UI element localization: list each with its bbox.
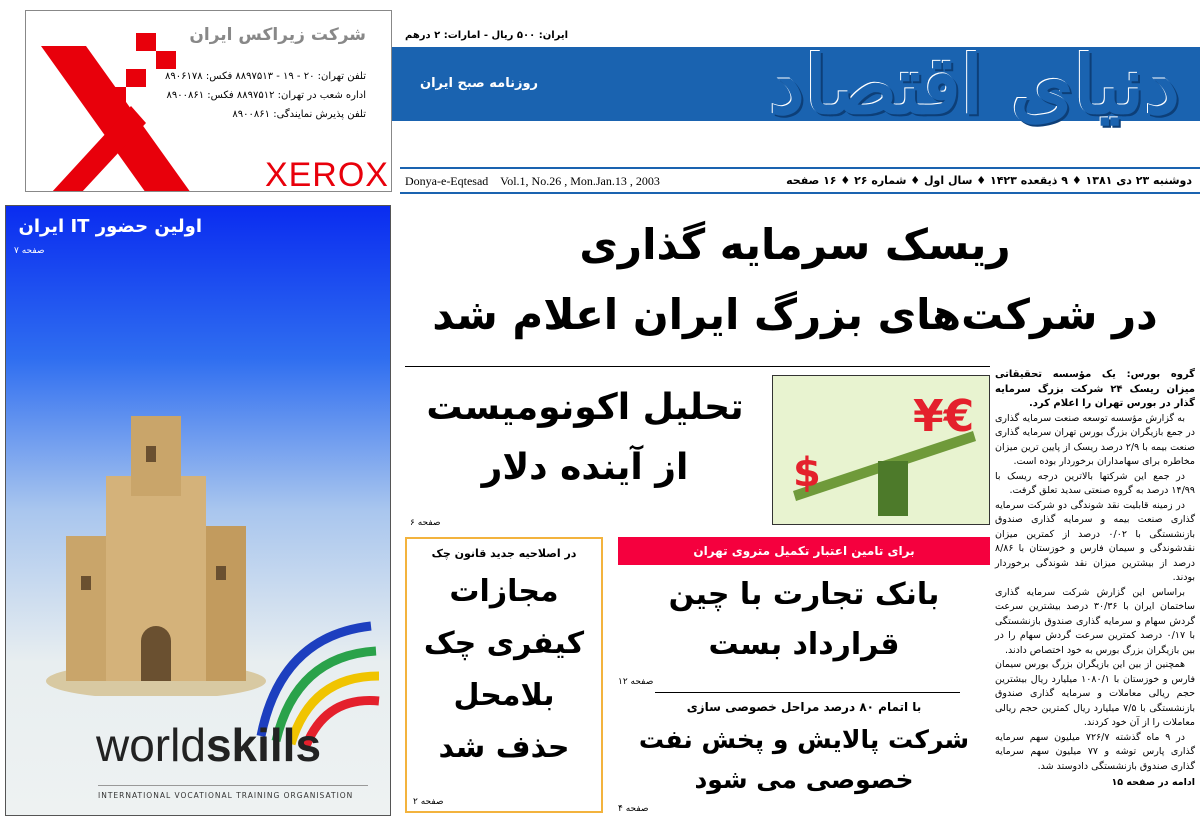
sand-castle-image [46, 416, 266, 696]
newspaper-tagline: روزنامه صبح ایران [420, 76, 539, 91]
main-headline[interactable] [400, 210, 1190, 350]
headline-line: ریسک سرمایه گذاری [579, 220, 1011, 269]
story-paragraph: در زمینه قابلیت نقد شوندگی دو شرکت سرمایه گذاری صنعت بیمه و سرمایه گذاری صندوق بازنشستگی با ۰/۰۲ درصد از کمترین میزان نقدشوندگی و سیمان فارس و خوزستان با ۸/۸۶ درصد از بیشترین میزان نقد شوندگی برخوردار بودند. [995, 499, 1195, 583]
xerox-brand: XEROX [264, 156, 389, 192]
headline-line: بانک تجارت با چین [668, 577, 940, 612]
headline-line: بلامحل [453, 678, 555, 713]
logo-world: world [96, 719, 206, 771]
price-info: ایران: ۵۰۰ ریال - امارات: ۲ درهم [405, 30, 569, 41]
story-paragraph: همچنین از بین این بازیگران بزرگ بورس سیمان فارس و خوزستان با ۱۰۸۰/۱ میلیارد ریال بیشترین حجم ریالی معاملات و سرمایه گذاری صندوق بازنشستگی با ۷/۵ میلیارد ریال کمترین حجم ریالی معاملات را از آن خود کردند. [995, 659, 1195, 728]
headline-line: قرارداد بست [708, 627, 900, 662]
xerox-contact-line: اداره شعب در تهران: ۸۸۹۷۵۱۲ فکس: ۸۹۰۰۸۶۱ [166, 90, 366, 101]
newspaper-logo: دنیای اقتصاد [769, 38, 1180, 132]
logo-skills: skills [205, 719, 322, 771]
xerox-company-name: شرکت زیراکس ایران [189, 25, 366, 45]
headline-line: حذف شد [438, 730, 570, 765]
headline-line: شرکت پالایش و پخش نفت [638, 725, 970, 754]
divider [405, 366, 990, 367]
dateline-english: Donya-e-Eqtesad Vol.1, No.26 , Mon.Jan.13 , 2003 [405, 174, 660, 188]
page-reference: صفحه ۷ [14, 246, 45, 256]
continued-link[interactable]: ادامه در صفحه ۱۵ [1111, 777, 1195, 788]
oil-story-kicker: با اتمام ۸۰ درصد مراحل خصوصی سازی [686, 700, 922, 714]
page-reference: صفحه ۱۲ [618, 677, 654, 687]
ad-title: اولین حضور IT ایران [18, 216, 202, 237]
yen-euro-symbol: ¥€ [913, 391, 975, 442]
story-paragraph: براساس این گزارش شرکت سرمایه گذاری ساختمان ایران با ۳۰/۳۶ درصد بیشترین سرعت گردش سهام و سرمایه گذاری صندوق بازنشستگی با ۰/۱۷ درصد کمترین سرعت گردش سهام را در بین بازیگران بزرگ بورس به خود اختصاص دادند. [995, 586, 1195, 656]
story-paragraph: در جمع این شرکتها بالاترین درجه ریسک با ۱۴/۹۹ درصد به گروه صنعتی سدید تعلق گرفت. [995, 470, 1195, 496]
page-reference: صفحه ۲ [413, 797, 444, 807]
story-paragraph: در ۹ ماه گذشته ۷۲۶/۷ میلیون سهم سرمایه گذاری پارس توشه و ۷۷ میلیون سهم سرمایه گذاری صندوق بازنشستگی دادوستد شد. [995, 731, 1195, 772]
economist-headline[interactable]: تحلیل اکونومیست از آینده دلار [426, 387, 744, 488]
currency-seesaw-image [772, 375, 990, 525]
story-lead: گروه بورس: یک مؤسسه تحقیقاتی میزان ریسک ۲۴ شرکت بزرگ سرمایه گذار در بورس تهران را اعلام کرد. [995, 369, 1195, 409]
headline-line: خصوصی می شود [694, 765, 914, 794]
main-story-column [995, 368, 1195, 791]
oil-story-headline[interactable] [612, 720, 996, 800]
bank-story-headline[interactable] [612, 570, 996, 670]
page-reference: صفحه ۴ [618, 804, 649, 814]
divider [400, 192, 1200, 194]
headline-line: مجازات [449, 574, 559, 609]
story-kicker: در اصلاحیه جدید قانون چک [431, 547, 577, 560]
story-paragraph: به گزارش مؤسسه توسعه صنعت سرمایه گذاری در جمع بازیگران بزرگ بورس تهران سرمایه گذاری صنعت بیمه با ۲/۹ درصد ریسک از پایین ترین میزان مخاطره برای سهامداران برخوردار بوده است. [995, 412, 1195, 467]
dollar-symbol: $ [793, 450, 821, 496]
page-reference: صفحه ۶ [410, 518, 441, 528]
headline-line: کیفری چک [423, 626, 585, 661]
dateline-persian: دوشنبه ۲۳ دی ۱۳۸۱ ♦ ۹ ذیقعده ۱۴۲۳ ♦ سال اول ♦ شماره ۲۶ ♦ ۱۶ صفحه [786, 174, 1192, 187]
bank-story-kicker: برای تامین اعتبار تکمیل متروی تهران [618, 537, 990, 565]
xerox-contact-line: تلفن پذیرش نمایندگی: ۸۹۰۰۸۶۱ [232, 109, 366, 120]
divider [655, 692, 960, 693]
divider [400, 167, 1200, 169]
worldskills-logo [96, 720, 321, 770]
xerox-contact-line: تلفن تهران: ۲۰ - ۱۹ - ۸۸۹۷۵۱۳ فکس: ۸۹۰۶۱۷۸ [165, 71, 366, 82]
worldskills-advertisement [5, 205, 391, 816]
xerox-advertisement [25, 10, 392, 192]
cheque-law-story[interactable] [405, 537, 603, 813]
headline-line: در شرکت‌های بزرگ ایران اعلام شد [432, 290, 1158, 339]
worldskills-subtitle: INTERNATIONAL VOCATIONAL TRAINING ORGANISATION [98, 785, 368, 800]
